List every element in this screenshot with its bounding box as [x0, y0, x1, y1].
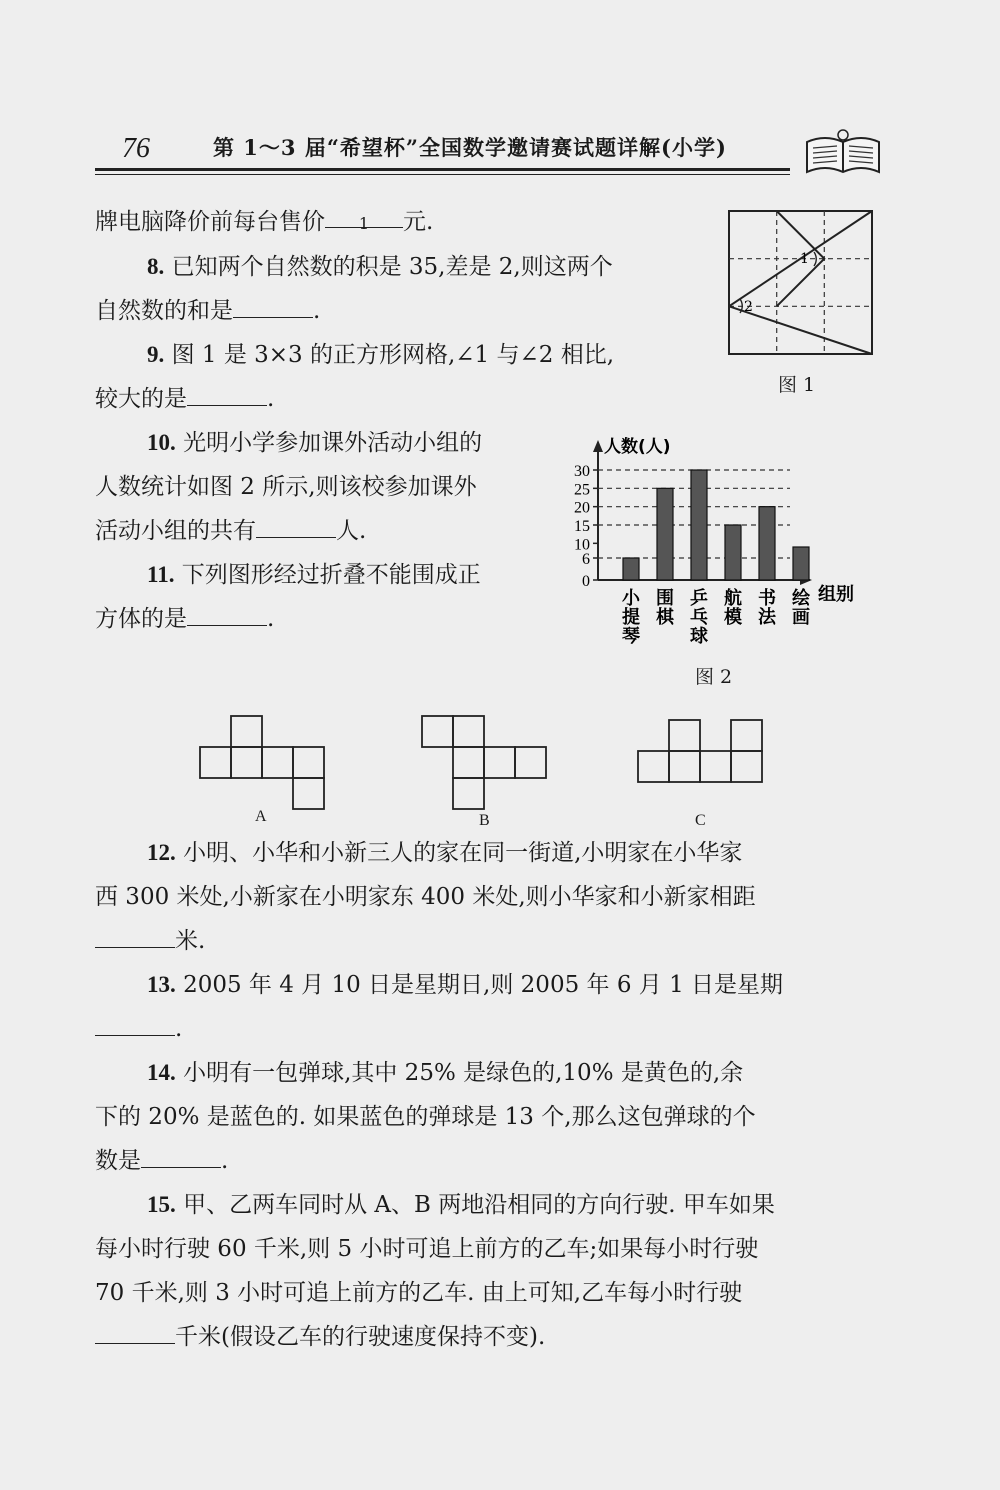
q12-line3: 米. — [95, 926, 205, 956]
y-axis-label: 人数(人) — [604, 437, 671, 457]
q11-line2: 方体的是 . — [95, 606, 275, 632]
q12-answer-blank — [95, 927, 175, 948]
figure-1-caption: 图 1 — [778, 374, 816, 396]
category-label-char: 法 — [758, 607, 776, 628]
q12-line2: 西 300 米处,小新家在小明家东 400 米处,则小华家和小新家相距 — [95, 884, 756, 910]
q9-line1: 9. 图 1 是 3×3 的正方形网格,∠1 与∠2 相比, — [147, 342, 615, 368]
y-tick-label: 20 — [574, 499, 590, 517]
q14-line3: 数是 . — [95, 1148, 229, 1174]
q13-line2: . — [95, 1014, 182, 1044]
y-tick-label: 25 — [574, 481, 590, 499]
x-axis-label: 组别 — [818, 584, 854, 605]
q15-line3: 70 千米,则 3 小时可追上前方的乙车. 由上可知,乙车每小时行驶 — [95, 1280, 743, 1306]
y-axis-arrow — [593, 440, 603, 452]
angle-1-label: 1 — [800, 251, 809, 267]
q10-answer-blank — [256, 517, 336, 538]
y-tick-label: 30 — [574, 463, 590, 480]
bar-5 — [759, 507, 775, 580]
bar-6 — [793, 547, 809, 580]
q14-line1: 14. 小明有一包弹球,其中 25% 是绿色的,10% 是黄色的,余 — [147, 1060, 744, 1086]
page-number: 76 — [122, 133, 150, 164]
category-label-char: 小 — [622, 588, 640, 609]
y-tick-label: 6 — [582, 551, 590, 568]
category-label-char: 画 — [792, 607, 810, 628]
category-label-char: 乒 — [690, 588, 708, 609]
net-a — [200, 716, 324, 809]
net-c-label: C — [695, 812, 706, 829]
angle-2-label: 2 — [744, 299, 753, 315]
q12-line1: 12. 小明、小华和小新三人的家在同一街道,小明家在小华家 — [147, 840, 743, 866]
q14-line2: 下的 20% 是蓝色的. 如果蓝色的弹球是 13 个,那么这包弹球的个 — [95, 1104, 756, 1130]
category-label-char: 绘 — [792, 588, 810, 609]
net-c — [638, 720, 762, 782]
bar-4 — [725, 525, 741, 580]
header-rule — [95, 168, 790, 171]
category-label-char: 球 — [690, 626, 708, 647]
bar-1 — [623, 558, 639, 580]
category-label-char: 提 — [622, 607, 640, 628]
q13-line1: 13. 2005 年 4 月 10 日是星期日,则 2005 年 6 月 1 日是星期 — [147, 972, 784, 998]
q13-answer-blank — [95, 1015, 175, 1036]
page-header — [95, 128, 895, 178]
q9-answer-blank — [187, 385, 267, 406]
category-label-char: 棋 — [656, 607, 674, 628]
category-label-char: 航 — [724, 588, 742, 609]
q14-answer-blank — [141, 1147, 221, 1168]
q15-line1: 15. 甲、乙两车同时从 A、B 两地沿相同的方向行驶. 甲车如果 — [147, 1192, 775, 1218]
q15-answer-blank — [95, 1323, 175, 1344]
q8-answer-blank — [233, 297, 313, 318]
figure-1-grid — [728, 210, 874, 356]
q11-line1: 11. 下列图形经过折叠不能围成正 — [147, 562, 481, 588]
q7-tail: 牌电脑降价前每台售价 1 元. — [95, 209, 434, 235]
book-title: 第 1～3 届“希望杯”全国数学邀请赛试题详解(小学) — [213, 135, 727, 160]
header-rule-thin — [95, 174, 790, 175]
bar-3 — [691, 470, 707, 580]
y-tick-label: 0 — [582, 573, 590, 590]
net-b — [422, 716, 546, 809]
net-a-label: A — [255, 808, 267, 825]
category-label-char: 围 — [656, 588, 674, 609]
q15-line4: 千米(假设乙车的行驶速度保持不变). — [95, 1322, 545, 1352]
category-label-char: 书 — [758, 588, 776, 609]
q10-line3: 活动小组的共有 人. — [95, 518, 367, 544]
bar-2 — [657, 488, 673, 580]
category-label-char: 模 — [724, 607, 742, 628]
q10-line2: 人数统计如图 2 所示,则该校参加课外 — [95, 474, 477, 500]
q11-answer-blank — [187, 605, 267, 626]
q7-answer-blank: 1 — [325, 207, 403, 228]
figure-2-caption: 图 2 — [695, 666, 733, 688]
category-label-char: 乓 — [690, 607, 708, 628]
q15-line2: 每小时行驶 60 千米,则 5 小时可追上前方的乙车;如果每小时行驶 — [95, 1236, 759, 1262]
q10-line1: 10. 光明小学参加课外活动小组的 — [147, 430, 483, 456]
open-book-icon — [803, 128, 883, 178]
figure-2-bar-chart — [560, 420, 880, 660]
category-label-char: 琴 — [622, 626, 640, 647]
net-b-label: B — [479, 812, 490, 829]
y-tick-label: 15 — [574, 518, 590, 535]
q9-line2: 较大的是 . — [95, 386, 275, 412]
q8-line2: 自然数的和是 . — [95, 298, 321, 324]
q8-line1: 8. 已知两个自然数的积是 35,差是 2,则这两个 — [147, 254, 613, 280]
y-tick-label: 10 — [574, 536, 590, 554]
